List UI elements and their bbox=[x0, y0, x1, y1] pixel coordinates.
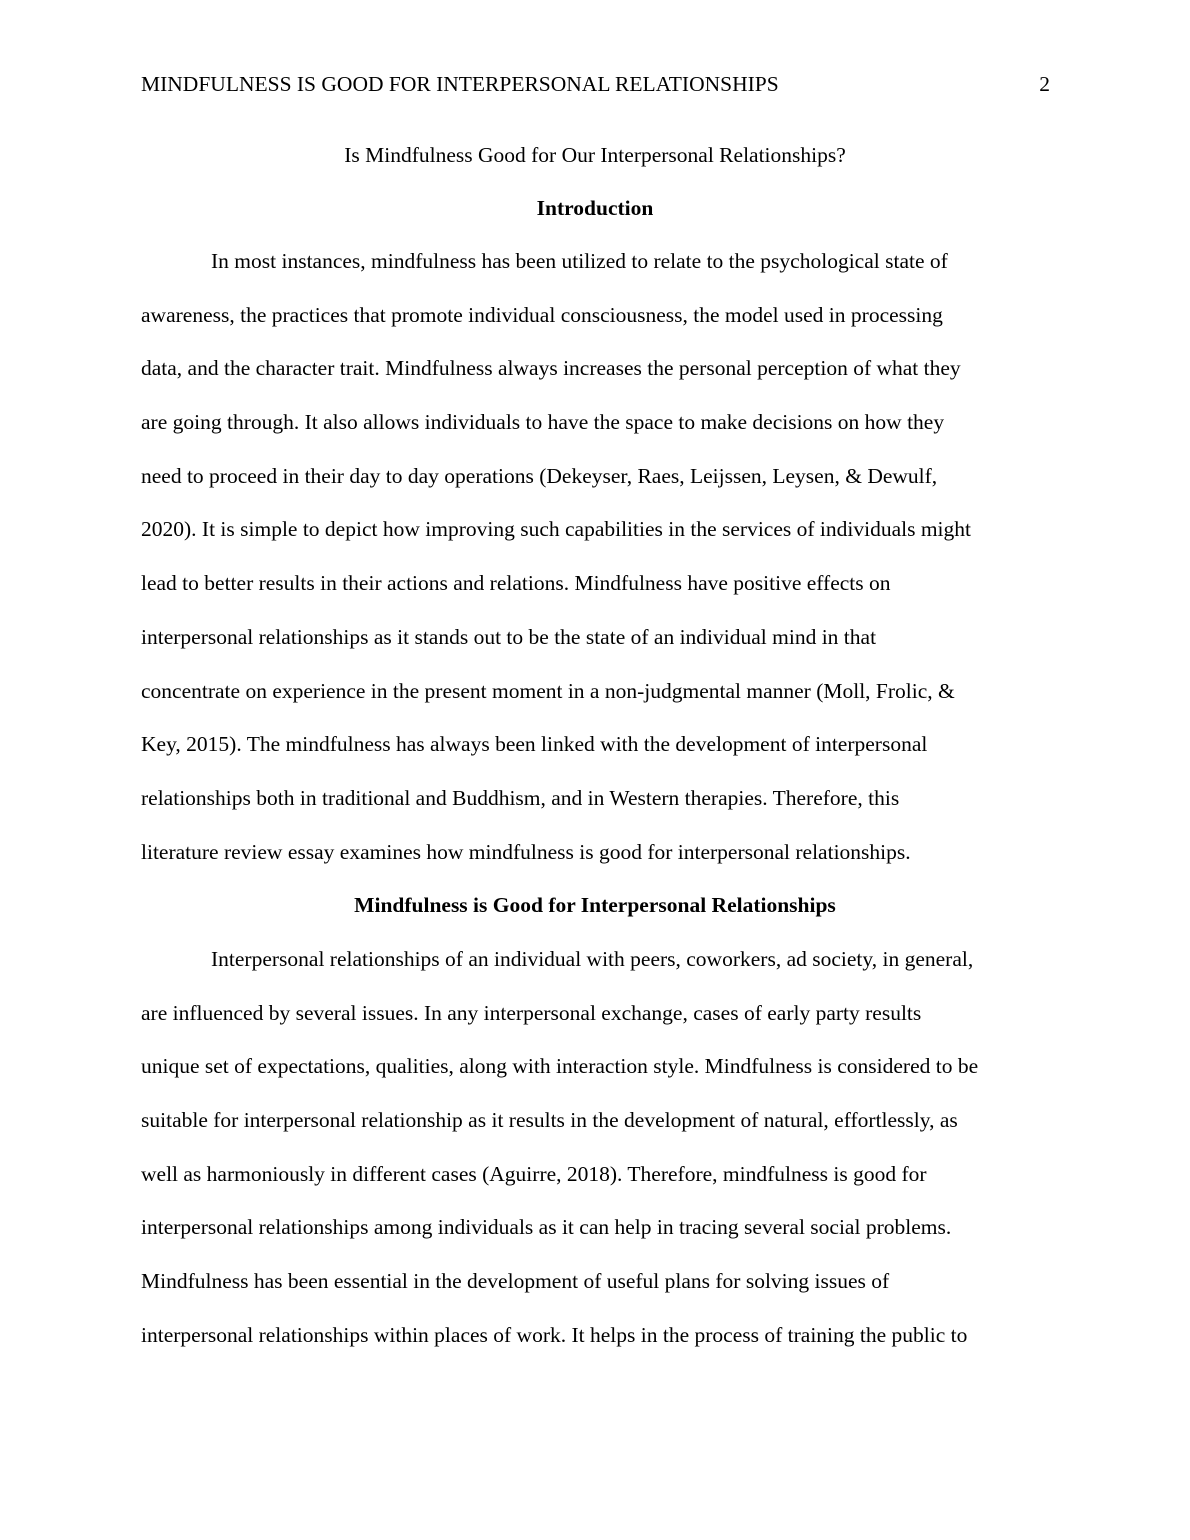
text-line: are influenced by several issues. In any interpersonal exchange, cases of early party results bbox=[141, 1000, 922, 1025]
text-line: concentrate on experience in the present moment in a non-judgmental manner (Moll, Frolic, & bbox=[141, 678, 955, 703]
text-line: well as harmoniously in different cases (Aguirre, 2018). Therefore, mindfulness is good for bbox=[141, 1161, 927, 1186]
running-head-title: MINDFULNESS IS GOOD FOR INTERPERSONAL RELATIONSHIPS bbox=[141, 72, 779, 96]
text-line: are going through. It also allows individuals to have the space to make decisions on how they bbox=[141, 410, 945, 435]
paper-title: Is Mindfulness Good for Our Interpersonal Relationships? bbox=[344, 143, 846, 167]
text-line: awareness, the practices that promote individual consciousness, the model used in processing bbox=[141, 302, 943, 327]
text-line: interpersonal relationships as it stands out to be the state of an individual mind in that bbox=[141, 624, 877, 649]
running-head bbox=[141, 71, 1050, 97]
text-line: interpersonal relationships within places of work. It helps in the process of training the public to bbox=[141, 1322, 968, 1347]
text-line: lead to better results in their actions and relations. Mindfulness have positive effects on bbox=[141, 571, 891, 596]
paragraph-introduction bbox=[141, 248, 1061, 892]
page-number: 2 bbox=[1039, 72, 1050, 96]
text-line: Key, 2015). The mindfulness has always been linked with the development of interpersonal bbox=[141, 732, 928, 757]
text-line: literature review essay examines how mindfulness is good for interpersonal relationships. bbox=[141, 839, 911, 864]
text-line: interpersonal relationships among individuals as it can help in tracing several social problems. bbox=[141, 1215, 952, 1240]
text-line: relationships both in traditional and Buddhism, and in Western therapies. Therefore, this bbox=[141, 785, 900, 810]
text-line: Mindfulness has been essential in the development of useful plans for solving issues of bbox=[141, 1269, 890, 1294]
text-line: unique set of expectations, qualities, along with interaction style. Mindfulness is considered to be bbox=[141, 1054, 979, 1079]
text-line: data, and the character trait. Mindfulness always increases the personal perception of what they bbox=[141, 356, 961, 381]
section-heading-introduction: Introduction bbox=[536, 196, 654, 220]
section-heading-mindfulness: Mindfulness is Good for Interpersonal Relationships bbox=[354, 893, 836, 917]
text-line: In most instances, mindfulness has been utilized to relate to the psychological state of bbox=[211, 249, 948, 273]
text-line: 2020). It is simple to depict how improving such capabilities in the services of individuals might bbox=[141, 517, 972, 542]
text-line: suitable for interpersonal relationship as it results in the development of natural, effortlessly, as bbox=[141, 1108, 958, 1133]
text-line: need to proceed in their day to day operations (Dekeyser, Raes, Leijssen, Leysen, & Dewulf, bbox=[141, 463, 938, 488]
paragraph-mindfulness bbox=[141, 946, 1061, 1376]
text-line: Interpersonal relationships of an individual with peers, coworkers, ad society, in general, bbox=[211, 947, 974, 971]
